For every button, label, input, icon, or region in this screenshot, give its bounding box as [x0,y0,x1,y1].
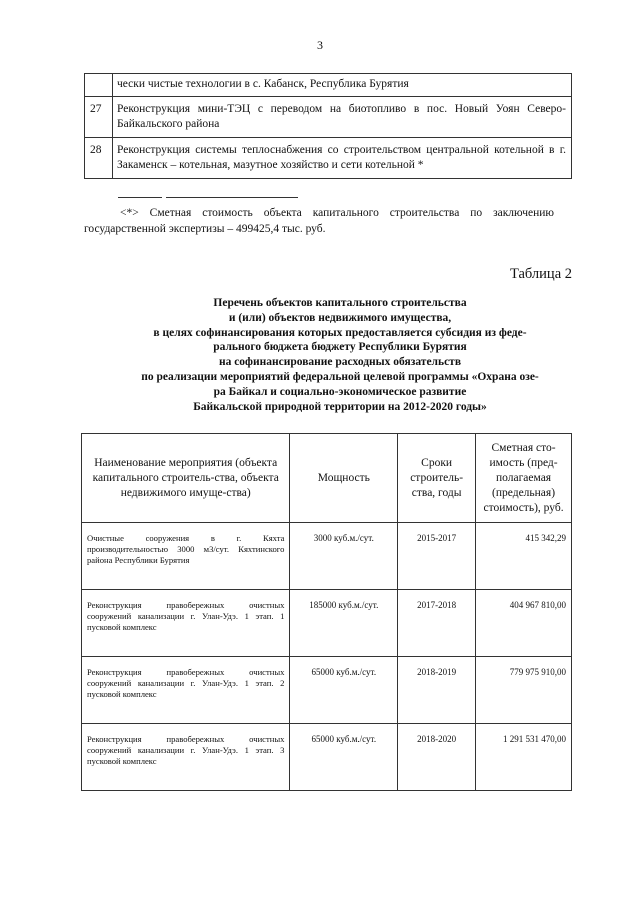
cell-capacity: 65000 куб.м./сут. [290,724,398,791]
cell-name: Реконструкция правобережных очистных сооружений канализации г. Улан-Удэ. 1 этап. 2 пусковой комплекс [82,657,290,724]
title-line: по реализации мероприятий федеральной целевой программы «Охрана озе- [141,370,539,383]
row-number: 27 [85,97,113,138]
header-cost: Сметная сто-имость (пред-полагаемая (предельная) стоимость), руб. [476,434,572,523]
footnote: <*> Сметная стоимость объекта капитального строительства по заключению государственной экспертизы – 499425,4 тыс. руб. [84,207,554,235]
row-text: Реконструкция системы теплоснабжения со строительством центральной котельной в г. Закаменск – котельная, мазутное хозяйство и сети котельной * [113,138,572,179]
cell-capacity: 185000 куб.м./сут. [290,590,398,657]
row-number: 28 [85,138,113,179]
table-row [82,523,572,590]
table-row [82,724,572,791]
previous-table [84,73,572,179]
cell-term: 2018-2020 [398,724,476,791]
cell-cost: 415 342,29 [476,523,572,590]
header-capacity: Мощность [290,434,398,523]
cell-term: 2017-2018 [398,590,476,657]
table-title [100,296,580,414]
cell-term: 2018-2019 [398,657,476,724]
cell-capacity: 3000 куб.м./сут. [290,523,398,590]
cell-cost: 1 291 531 470,00 [476,724,572,791]
footnote-separator [166,197,298,198]
title-line: в целях софинансирования которых предоставляется субсидия из феде- [153,326,527,339]
table-label: Таблица 2 [509,266,572,282]
title-line: на софинансирование расходных обязательств [218,356,462,369]
table-header-row [82,434,572,523]
row-text: Реконструкция мини-ТЭЦ с переводом на биотопливо в пос. Новый Уоян Северо-Байкальского района [113,97,572,138]
cell-name: Реконструкция правобережных очистных сооружений канализации г. Улан-Удэ. 1 этап. 3 пусковой комплекс [82,724,290,791]
header-name: Наименование мероприятия (объекта капитального строитель-ства, объекта недвижимого имуще-ства) [82,434,290,523]
cell-name: Очистные сооружения в г. Кяхта производительностью 3000 м3/сут. Кяхтинского района Республики Бурятия [82,523,290,590]
cell-cost: 779 975 910,00 [476,657,572,724]
table-row [85,138,572,179]
page-number: 3 [317,38,323,52]
title-line: и (или) объектов недвижимого имущества, [228,311,452,324]
row-text: чески чистые технологии в с. Кабанск, Республика Бурятия [113,74,572,97]
table-row [85,74,572,97]
title-line: Перечень объектов капитального строительства [213,297,467,309]
footnote-separator [118,197,162,198]
title-line: Байкальской природной территории на 2012-2020 годы» [193,400,487,413]
row-number [85,74,113,97]
table-row [82,590,572,657]
cell-term: 2015-2017 [398,523,476,590]
title-line: ра Байкал и социально-экономическое развитие [213,385,467,398]
table-row [85,97,572,138]
objects-table [81,433,572,791]
cell-cost: 404 967 810,00 [476,590,572,657]
cell-name: Реконструкция правобережных очистных сооружений канализации г. Улан-Удэ. 1 этап. 1 пусковой комплекс [82,590,290,657]
header-term: Сроки строитель-ства, годы [398,434,476,523]
cell-capacity: 65000 куб.м./сут. [290,657,398,724]
table-row [82,657,572,724]
title-line: рального бюджета бюджету Республики Бурятия [213,341,467,354]
